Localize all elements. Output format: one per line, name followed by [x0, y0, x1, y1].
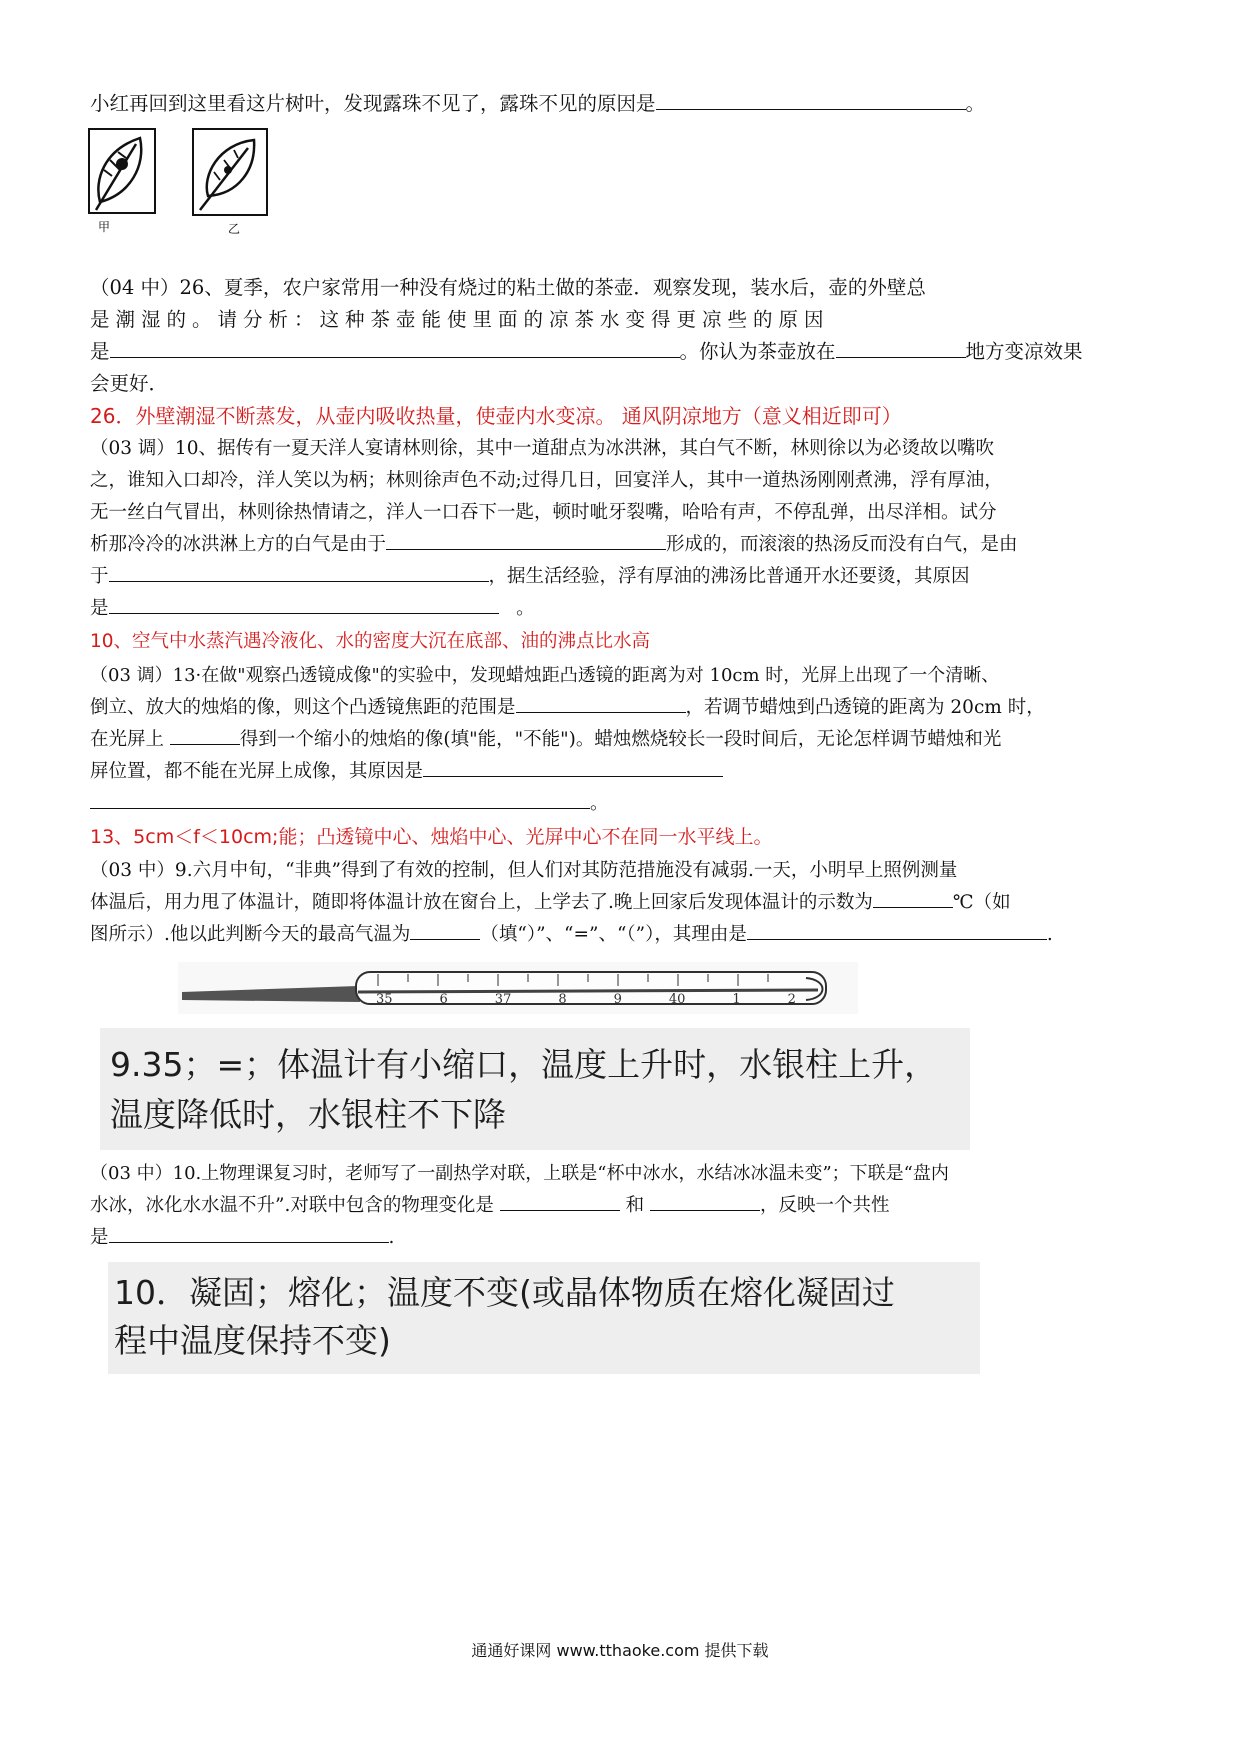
q13-line4: 屏位置，都不能在光屏上成像，其原因是	[90, 756, 1160, 788]
fig-label-a: 甲	[98, 220, 111, 234]
thermometer-tick-label: 2	[787, 992, 796, 1007]
q10b-answer-scan	[108, 1262, 980, 1374]
answer-blank[interactable]	[500, 1190, 620, 1211]
q10a-line4: 析那冷冷的冰洪淋上方的白气是由于 形成的，而滚滚的热汤反而没有白气，是由	[90, 529, 1160, 561]
answer-blank[interactable]	[836, 337, 966, 358]
answer-blank[interactable]	[110, 337, 680, 358]
q13-line3: 在光屏上 得到一个缩小的烛焰的像(填"能，"不能")。蜡烛燃烧较长一段时间后，无论怎样调节蜡烛和光	[90, 724, 1160, 756]
q10a-line6: 是 。	[90, 593, 1160, 625]
q13-line2: 倒立、放大的烛焰的像，则这个凸透镜焦距的范围是 ，若调节蜡烛到凸透镜的距离为 20cm 时，	[90, 692, 1160, 724]
q26-line1: （04 中）26、夏季，农户家常用一种没有烧过的粘土做的茶壶．观察发现，装水后，壶的外壁总	[90, 276, 926, 299]
q10b-line1: （03 中）10.上物理课复习时，老师写了一副热学对联，上联是“杯中冰水，水结冰冰温未变”；下联是“盘内	[90, 1163, 949, 1184]
q26-line4: 会更好．	[90, 372, 169, 395]
thermometer-tick-label: 37	[494, 992, 512, 1007]
answer-blank[interactable]	[386, 529, 666, 550]
q9-line3: 图所示）.他以此判断今天的最高气温为 （填“）”、“=”、“（”），其理由是 .	[90, 919, 1160, 951]
q26-line2: 是潮湿的。请分析：这种茶壶能使里面的凉茶水变得更凉些的原因	[90, 308, 830, 331]
q13-answer: 13、5cm＜f＜10cm;能；凸透镜中心、烛焰中心、光屏中心不在同一水平线上。	[90, 826, 773, 848]
leaf-figure-b	[192, 128, 268, 216]
q10b-answer-line1: 10．凝固；熔化；温度不变(或晶体物质在熔化凝固过	[114, 1273, 895, 1312]
answer-blank[interactable]	[90, 788, 590, 809]
thermometer-tick-label: 9	[613, 992, 622, 1007]
dew-question: 小红再回到这里看这片树叶，发现露珠不见了，露珠不见的原因是 。	[90, 88, 1160, 120]
q9-answer-line2: 温度降低时，水银柱不下降	[110, 1095, 506, 1134]
q10a-line3: 无一丝白气冒出，林则徐热情请之，洋人一口吞下一匙，顿时呲牙裂嘴，哈哈有声，不停乱弹，出尽洋相。试分	[90, 502, 997, 523]
thermometer-tick-label: 40	[668, 992, 686, 1007]
leaf-icon	[194, 130, 266, 214]
thermometer-tick-label: 35	[376, 992, 393, 1007]
q13-line1: （03 调）13·在做"观察凸透镜成像"的实验中，发现蜡烛距凸透镜的距离为对 10cm 时，光屏上出现了一个清晰、	[90, 665, 1000, 686]
q26-answer: 26．外壁潮湿不断蒸发，从壶内吸收热量，使壶内水变凉。 通风阴凉地方（意义相近即可）	[90, 404, 902, 428]
q13-line5: 。	[90, 788, 1160, 820]
thermometer-tick-label: 1	[732, 992, 741, 1007]
answer-blank[interactable]	[109, 593, 499, 614]
q10a-line1: （03 调）10、据传有一夏天洋人宴请林则徐，其中一道甜点为冰洪淋，其白气不断，林则徐以为必烫故以嘴吹	[90, 438, 994, 459]
answer-blank[interactable]	[650, 1190, 760, 1211]
answer-blank[interactable]	[516, 692, 686, 713]
leaf-figure-a	[88, 128, 156, 214]
thermometer-tick-label: 8	[558, 992, 567, 1007]
q10a-line2: 之，谁知入口却冷，洋人笑以为柄；林则徐声色不动;过得几日，回宴洋人，其中一道热汤刚刚煮沸，浮有厚油，	[90, 470, 1003, 491]
q10b-line2: 水冰，冰化水水温不升”.对联中包含的物理变化是 和 ，反映一个共性	[90, 1190, 1160, 1222]
q26-line3: 是 。你认为茶壶放在 地方变凉效果	[90, 336, 1160, 368]
q9-answer-scan	[100, 1028, 970, 1150]
answer-blank[interactable]	[423, 756, 723, 777]
q10b-answer-line2: 程中温度保持不变)	[114, 1321, 391, 1360]
answer-blank[interactable]	[109, 1222, 389, 1243]
answer-blank[interactable]	[410, 919, 480, 940]
fig-label-b: 乙	[228, 222, 241, 236]
answer-blank[interactable]	[747, 919, 1047, 940]
thermometer-figure	[178, 962, 858, 1014]
answer-blank[interactable]	[656, 89, 966, 110]
answer-blank[interactable]	[170, 724, 240, 745]
q10a-line5: 于 ，据生活经验，浮有厚油的沸汤比普通开水还要烫，其原因	[90, 561, 1160, 593]
thermometer-tick-label: 6	[439, 992, 448, 1007]
q9-answer-line1: 9.35；=；体温计有小缩口，温度上升时，水银柱上升，	[110, 1045, 938, 1084]
answer-blank[interactable]	[109, 561, 489, 582]
q10a-answer: 10、空气中水蒸汽遇冷液化、水的密度大沉在底部、油的沸点比水高	[90, 631, 651, 652]
q9-line2: 体温后，用力甩了体温计，随即将体温计放在窗台上，上学去了.晚上回家后发现体温计的示数为 ℃（如	[90, 887, 1160, 919]
answer-blank[interactable]	[873, 887, 953, 908]
thermometer-scale	[376, 992, 796, 1007]
q10b-line3: 是 .	[90, 1222, 1160, 1254]
q9-line1: （03 中）9.六月中旬，“非典”得到了有效的控制，但人们对其防范措施没有减弱.一天，小明早上照例测量	[90, 860, 958, 881]
page-footer[interactable]: 通通好课网 www.tthaoke.com 提供下载	[471, 1641, 769, 1660]
leaf-with-dew-icon	[90, 130, 154, 212]
